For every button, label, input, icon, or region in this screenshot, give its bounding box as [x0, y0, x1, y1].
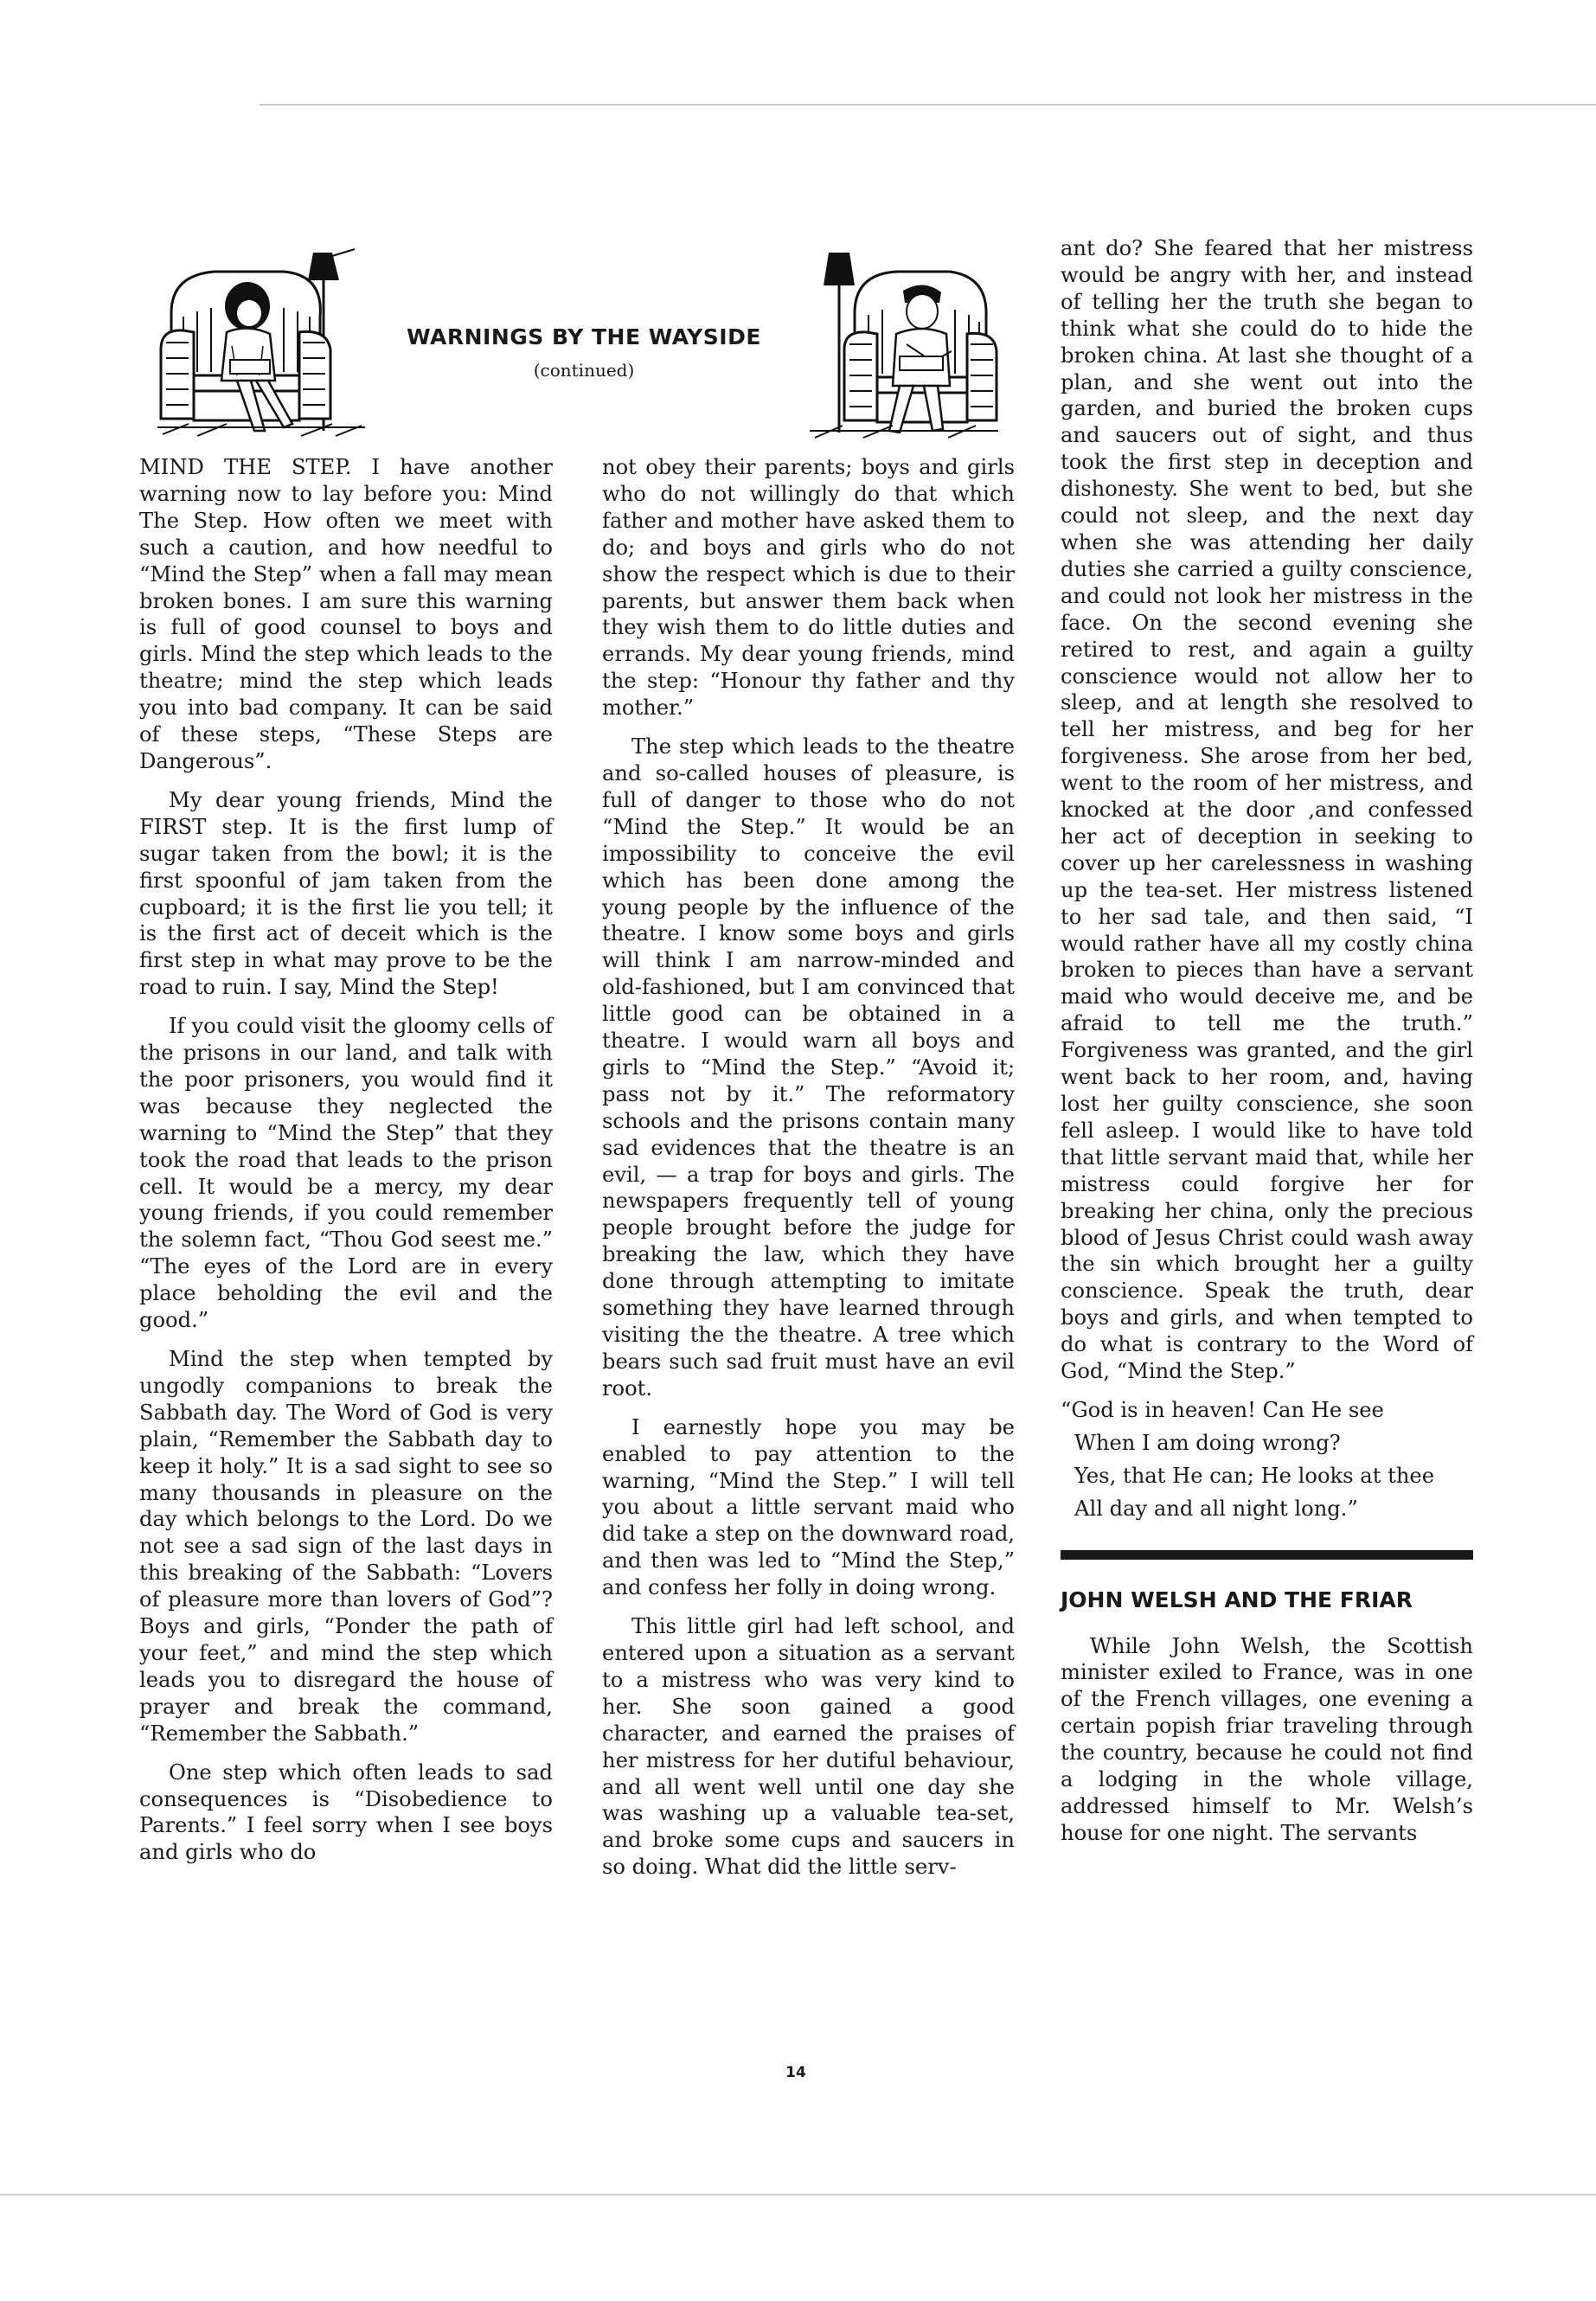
poem-line: “God is in heaven! Can He see: [1061, 1397, 1384, 1422]
paragraph: This little girl had left school, and entered upon a situation as a servant to a mistress who was very kind to her. She soon gained a good character, and earned the praises of her mistress for her dutiful behaviour, and all went well until one day she was washing up a valuable tea-set, and broke some cups and saucers in so doing. What did the little serv-: [602, 1614, 1015, 1880]
paragraph: If you could visit the gloomy cells of the prisons in our land, and talk with the poor prisoners, you would find it was because they neglected the warning to “Mind the Step” that they took the road that leads to the prison cell. It would be a mercy, my dear young friends, if you could remember the solemn fact, “Thou God seest me.” “The eyes of the Lord are in every place beholding the evil and the good.”: [139, 1014, 553, 1333]
poem-line: Yes, that He can; He looks at thee: [1074, 1463, 1435, 1488]
text-column-1: [139, 454, 553, 1878]
text-column-3: [1061, 235, 1473, 1859]
paragraph: Mind the step when tempted by ungodly companions to break the Sabbath day. The Word of God is very plain, “Remember the Sabbath day to keep it holy.” It is a sad sight to see so many thousands in pleasure on the day which belongs to the Lord. Do we not see a sad sign of the last days in this breaking of the Sabbath: “Lovers of pleasure more than lovers of God”? Boys and girls, “Ponder the path of your feet,” and mind the step which leads you to disregard the house of prayer and break the command, “Remember the Sabbath.”: [139, 1347, 553, 1746]
paragraph: While John Welsh, the Scottish minister exiled to France, was in one of the French villages, one evening a certain popish friar traveling through the country, because he could not find a lodging in the whole village, addressed himself to Mr. Welsh’s house for one night. The servants: [1061, 1633, 1473, 1845]
paragraph: not obey their parents; boys and girls who do not willingly do that which father and mother have asked them to do; and boys and girls who do not show the respect which is due to their parents, but answer them back when they wish them to do little duties and errands. My dear young friends, mind the step: “Honour thy father and thy mother.”: [602, 455, 1015, 721]
poem: [1061, 1397, 1473, 1522]
paragraph: One step which often leads to sad consequences is “Disobedience to Parents.” I feel sorry when I see boys and girls who do: [139, 1759, 553, 1865]
paragraph: My dear young friends, Mind the FIRST step. It is the first lump of sugar taken from the bowl; it is the first spoonful of jam taken from the cupboard; it is the first lie you tell; it is the first act of deceit which is the first step in what may prove to be the road to ruin. I say, Mind the Step!: [139, 787, 553, 1000]
paragraph: The step which leads to the theatre and so-called houses of pleasure, is full of danger to those who do not “Mind the Step.” It would be an impossibility to conceive the evil which has been done among the young people by the influence of the theatre. I know some boys and girls will think I am narrow-minded and old-fashioned, but I am convinced that little good can be obtained in a theatre. I would warn all boys and girls to “Mind the Step.” “Avoid it; pass not by it.” The reformatory schools and the prisons contain many sad evidences that the theatre is an evil, — a trap for boys and girls. The newspapers frequently tell of young people brought before the judge for breaking the law, which they have done through attempting to imitate something they have learned through visiting the the theatre. A tree which bears such sad fruit must have an evil root.: [602, 734, 1015, 1400]
poem-line: When I am doing wrong?: [1074, 1430, 1341, 1455]
bottom-edge-rule: [0, 2194, 1596, 2195]
paragraph: MIND THE STEP. I have another warning now to lay before you: Mind The Step. How often we meet with such a caution, and how needful to “Mind the Step” when a fall may mean broken bones. I am sure this warning is full of good counsel to boys and girls. Mind the step which leads to the theatre; mind the step which leads you into bad company. It can be said of these steps, “These Steps are Dangerous”.: [139, 455, 553, 773]
section-divider-bar: [1061, 1550, 1473, 1560]
paragraph: I earnestly hope you may be enabled to pay attention to the warning, “Mind the Step.” I will tell you about a little servant maid who did take a step on the downward road, and then was led to “Mind the Step,” and confess her folly in doing wrong.: [602, 1414, 1015, 1600]
text-column-2: [602, 454, 1015, 1893]
poem-line: All day and all night long.”: [1074, 1496, 1358, 1521]
paragraph: ant do? She feared that her mistress would be angry with her, and instead of telling her the truth she began to think what she could do to hide the broken china. At last she thought of a plan, and she went out into the garden, and buried the broken cups and saucers out of sight, and thus took the first step in deception and dishonesty. She went to bed, but she could not sleep, and the next day when she was attending her daily duties she carried a guilty conscience, and could not look her mistress in the face. On the second evening she retired to rest, and again a guilty conscience would not allow her to sleep, and at length she resolved to tell her mistress, and beg for her forgiveness. She arose from her bed, went to the room of her mistress, and knocked at the door ,and confessed her act of deception in seeking to cover up her carelessness in washing up the tea-set. Her mistress listened to her sad tale, and then said, “I would rather have all my costly china broken to pieces than have a servant maid who would deceive me, and be afraid to tell me the truth.” Forgiveness was granted, and the girl went back to her room, and, having lost her guilty conscience, she soon fell asleep. I would like to have told that little servant maid that, while her mistress could forgive her for breaking her china, only the precious blood of Jesus Christ could wash away the sin which brought her a guilty conscience. Speak the truth, dear boys and girls, and when tempted to do what is contrary to the Word of God, “Mind the Step.”: [1061, 236, 1473, 1384]
girl-reading-illustration: [154, 246, 379, 441]
article-title: WARNINGS BY THE WAYSIDE: [407, 324, 761, 349]
article-subtitle: (continued): [533, 360, 635, 381]
top-edge-rule: [260, 104, 1596, 106]
section-title: JOHN WELSH AND THE FRIAR: [1061, 1586, 1413, 1612]
page-number: 14: [785, 2064, 806, 2081]
article-heading-block: [381, 324, 787, 381]
boy-reading-illustration: [803, 247, 1002, 441]
